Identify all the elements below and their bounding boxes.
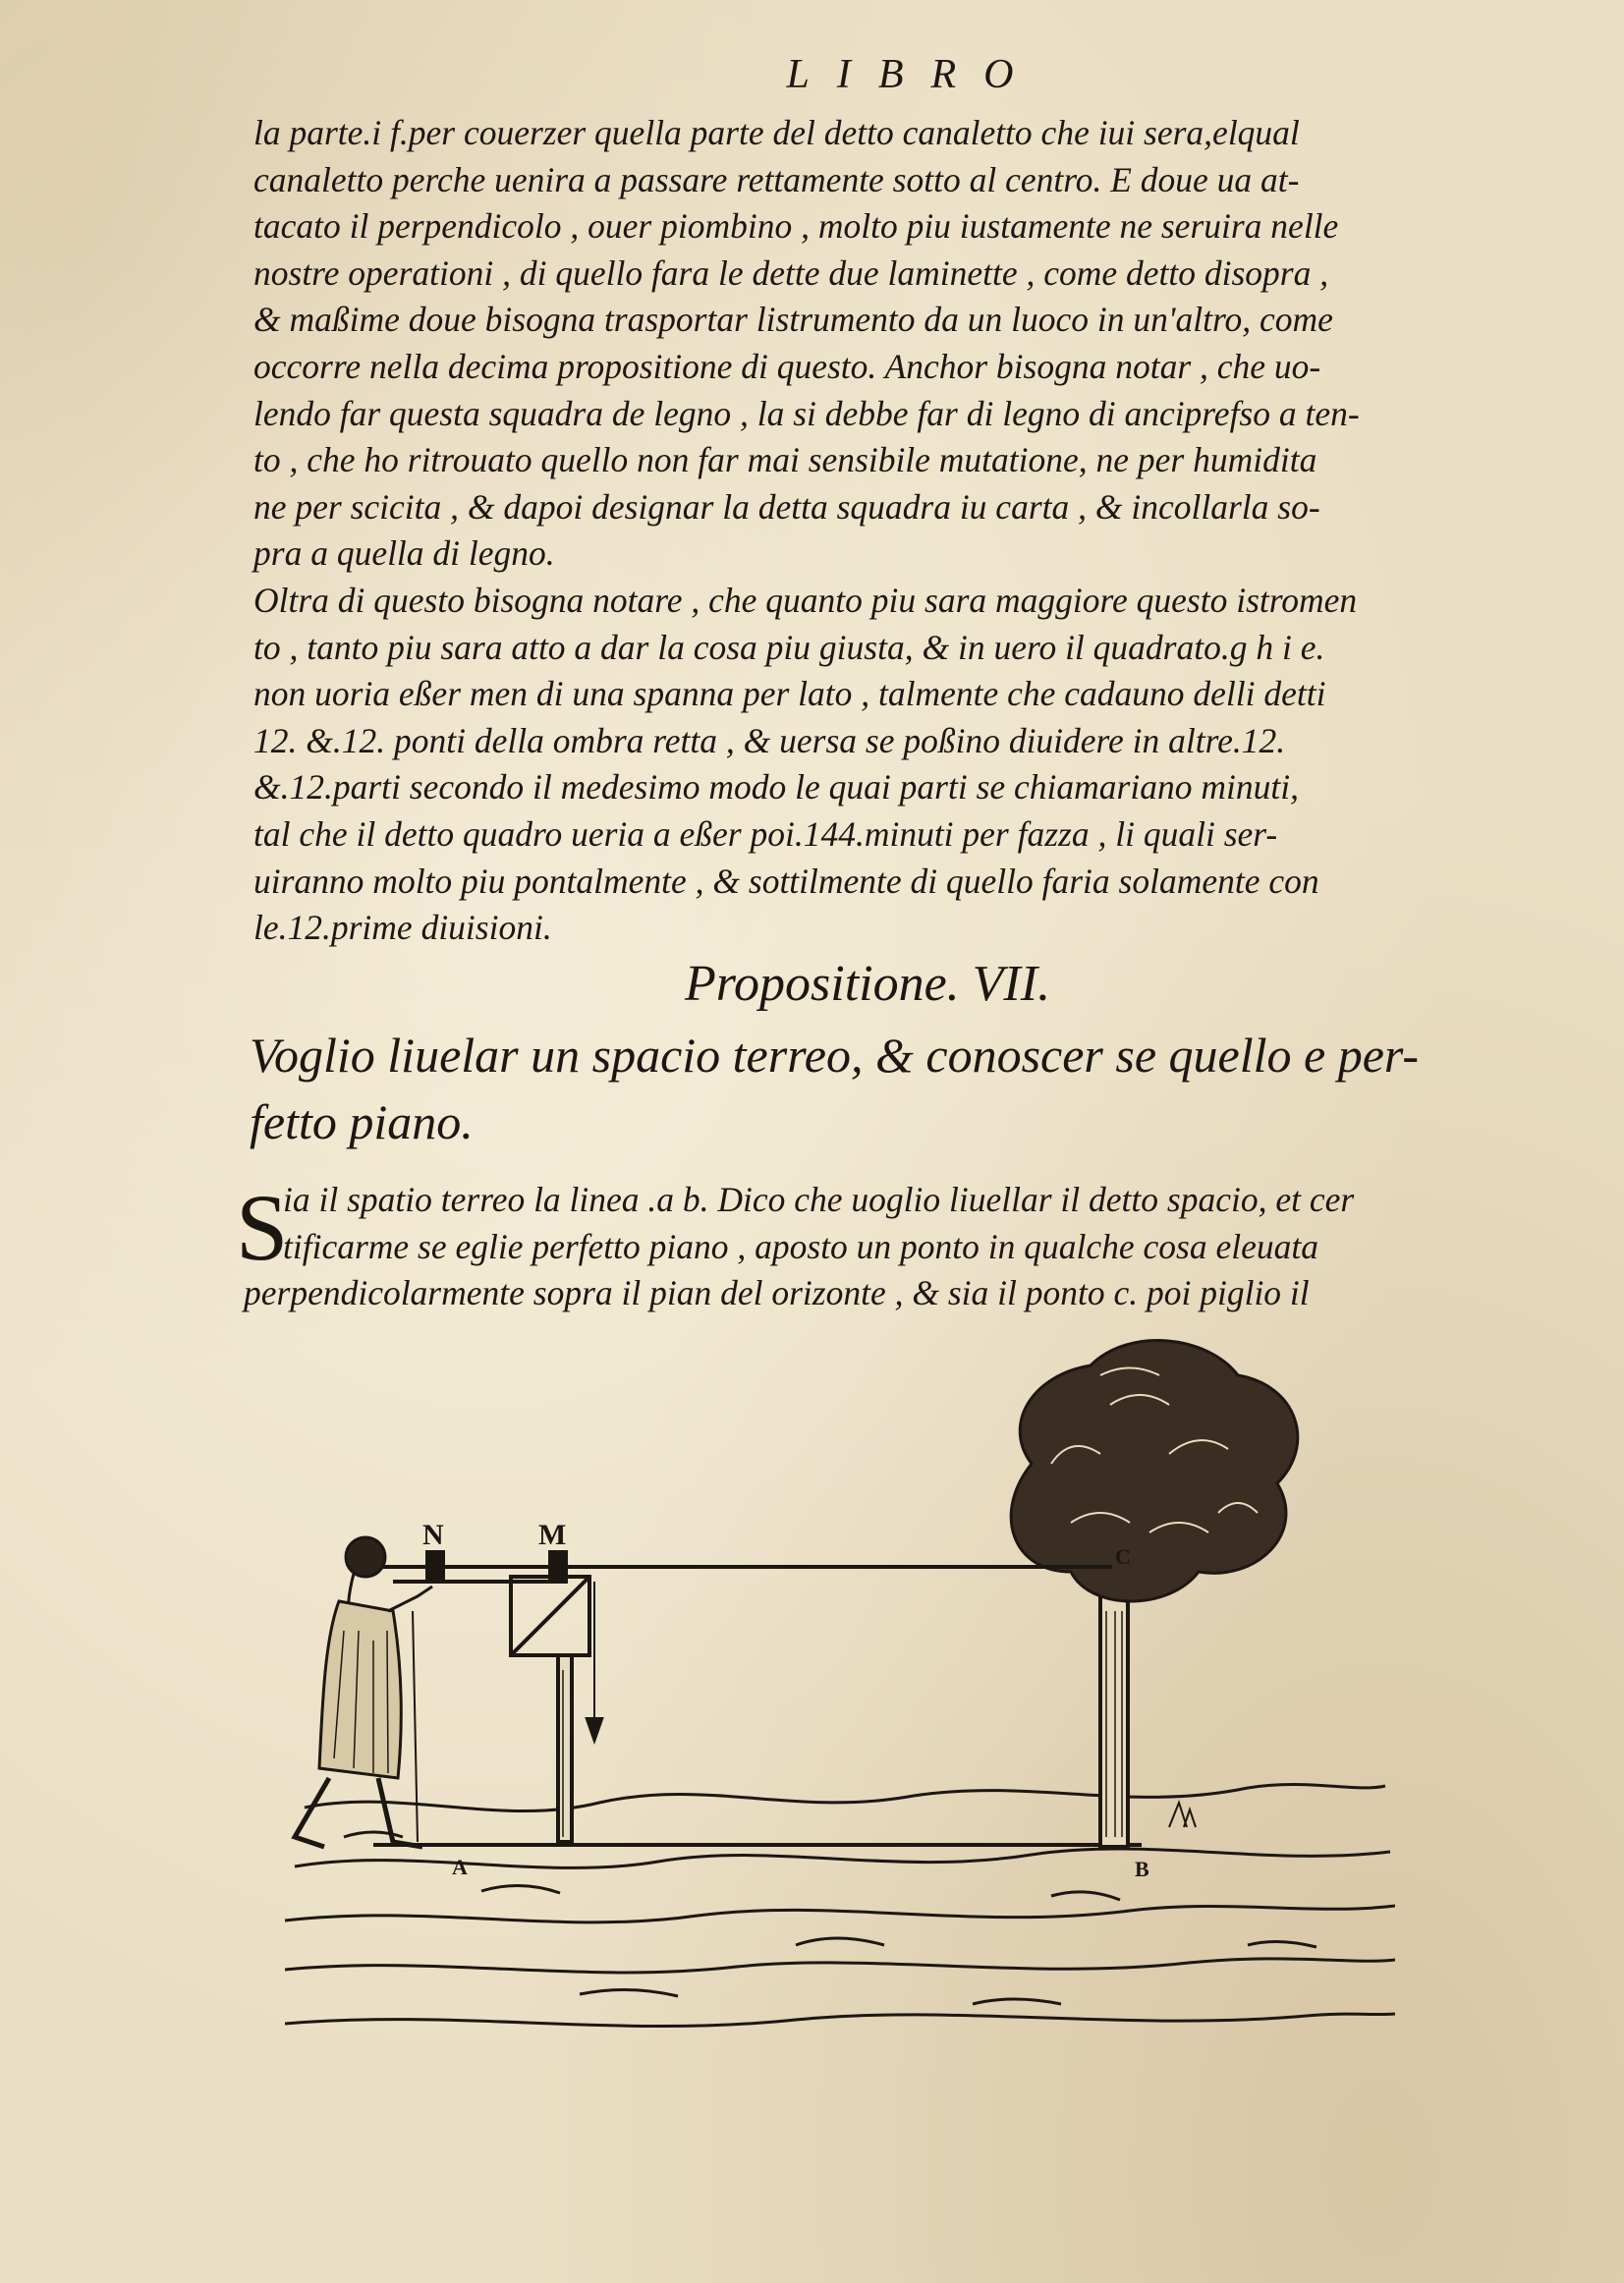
text-line: pra a quella di legno. [253, 533, 555, 574]
text-line: to , tanto piu sara atto a dar la cosa piu giusta, & in uero il quadrato.g h i e. [253, 627, 1325, 667]
label-a: A [452, 1855, 468, 1879]
ground-terrain [285, 1784, 1395, 2026]
woodcut-illustration [285, 1316, 1395, 2063]
text-line: nostre operationi , di quello fara le dette due laminette , come detto disopra , [253, 252, 1329, 293]
drop-cap: S [236, 1175, 289, 1280]
text-line: occorre nella decima propositione di questo. Anchor bisogna notar , che uo- [253, 346, 1321, 386]
levelling-instrument [393, 1552, 601, 1842]
label-b: B [1135, 1857, 1149, 1881]
statement-line: Voglio liuelar un spacio terreo, & conoscer se quello e per- [250, 1028, 1419, 1083]
proposition-statement [250, 1022, 1487, 1155]
text-line: ne per scicita , & dapoi designar la detta squadra iu carta , & incollarla so- [253, 486, 1320, 527]
text-line: canaletto perche uenira a passare rettamente sotto al centro. E doue ua at- [253, 159, 1300, 199]
text-line: 12. &.12. ponti della ombra retta , & uersa se poßino diuidere in altre.12. [253, 720, 1286, 760]
text-line: tacato il perpendicolo , ouer piombino , molto piu iustamente ne seruira nelle [253, 206, 1339, 247]
text-line: non uoria eßer men di una spanna per lato , talmente che cadauno delli detti [253, 674, 1326, 714]
demonstration-line: ia il spatio terreo la linea .a b. Dico che uoglio liuellar il detto spacio, et cer [283, 1180, 1355, 1219]
demonstration-text [244, 1177, 1482, 1317]
text-line: la parte.i f.per couerzer quella parte del detto canaletto che iui sera,elqual [253, 113, 1300, 152]
statement-line: fetto piano. [250, 1094, 474, 1149]
text-line: le.12.prime diuisioni. [253, 908, 552, 948]
proposition-title: Propositione. VII. [684, 956, 1051, 1012]
woodcut-svg [285, 1316, 1395, 2063]
demonstration-line: tificarme se eglie perfetto piano , aposto un ponto in qualche cosa eleuata [283, 1226, 1318, 1266]
text-line: Oltra di questo bisogna notare , che quanto piu sara maggiore questo istromen [253, 580, 1358, 620]
text-line: tal che il detto quadro ueria a eßer poi.144.minuti per fazza , li quali ser- [253, 813, 1278, 854]
text-line: uiranno molto piu pontalmente , & sottilmente di quello faria solamente con [253, 861, 1319, 901]
label-n: N [422, 1519, 444, 1551]
text-line: & maßime doue bisogna trasportar listrumento da un luoco in un'altro, come [253, 300, 1333, 340]
body-text [253, 110, 1482, 952]
tree [1011, 1341, 1298, 1847]
text-line: to , che ho ritrouato quello non far mai sensibile mutatione, ne per humidita [253, 440, 1317, 480]
running-header: LIBRO [786, 52, 1041, 97]
demonstration-line: perpendicolarmente sopra il pian del orizonte , & sia il ponto c. poi piglio il [244, 1273, 1310, 1313]
label-m: M [538, 1519, 567, 1551]
text-line: lendo far questa squadra de legno , la si debbe far di legno di anciprefso a ten- [253, 393, 1360, 433]
text-line: &.12.parti secondo il medesimo modo le quai parti se chiamariano minuti, [253, 767, 1299, 807]
label-c: C [1115, 1544, 1131, 1569]
